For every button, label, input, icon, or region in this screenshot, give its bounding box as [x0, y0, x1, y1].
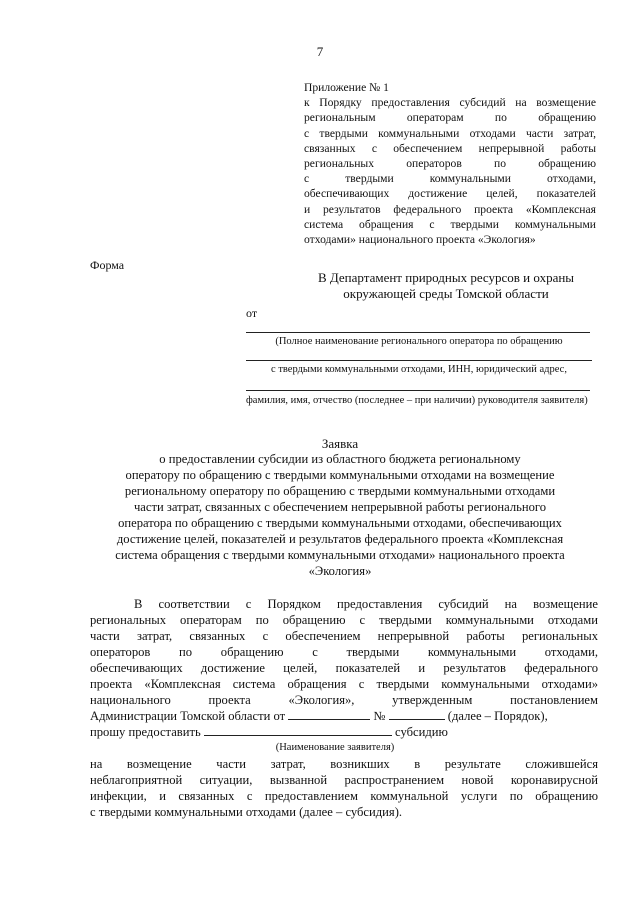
appendix-line: Приложение № 1 [304, 81, 389, 94]
subtitle-line: «Экология» [308, 564, 372, 578]
body-line-admin [90, 708, 598, 724]
appendix-line: и результатов федерального проекта «Комплексная [304, 202, 596, 216]
document-title: Заявка [321, 436, 359, 451]
request-prefix: прошу предоставить [90, 725, 201, 739]
applicant-name-caption: (Наименование заявителя) [275, 742, 395, 753]
admin-suffix: (далее – Порядок), [447, 709, 548, 723]
subtitle-line: части затрат, связанных с обеспечением непрерывной работы регионального [133, 500, 547, 514]
appendix-block [304, 80, 596, 247]
form-label: Форма [90, 258, 125, 272]
applicant-name-line[interactable] [246, 332, 590, 333]
body-line: проекта «Комплексная система обращения с твердыми коммунальными отходами» [90, 677, 598, 691]
subtitle-line: достижение целей, показателей и результатов федерального проекта «Комплексная [116, 532, 564, 546]
appendix-line: связанных с обеспечением непрерывной работы [304, 141, 596, 155]
appendix-line: система обращения с твердыми коммунальными [304, 217, 596, 231]
appendix-line: отходами» национального проекта «Экология» [304, 233, 536, 247]
applicant-caption: (Полное наименование регионального оператора по обращению [275, 336, 563, 347]
body-line: инфекции, и связанных с предоставлением коммунальной услуги по обращению [90, 789, 598, 803]
number-blank[interactable] [389, 708, 445, 720]
appendix-line: обеспечивающих достижение целей, показателей [304, 187, 596, 201]
subtitle-line: оператора по обращению с твердыми коммунальными отходами, обеспечивающих [118, 516, 562, 530]
body-line: национального проекта «Экология», утвержденным постановлением [90, 693, 598, 707]
applicant-details-line[interactable] [246, 360, 592, 361]
number-sign: № [373, 709, 386, 723]
body-line-request [90, 724, 598, 740]
recipient-line: В Департамент природных ресурсов и охраны [317, 270, 575, 285]
subtitle-line: о предоставлении субсидии из областного бюджета региональному [159, 452, 521, 466]
appendix-line: с твердыми коммунальными отходами, [304, 172, 596, 186]
body-line: на возмещение части затрат, возникших в результате сложившейся [90, 757, 598, 771]
applicant-caption: фамилия, имя, отчество (последнее – при наличии) руководителя заявителя) [246, 395, 588, 406]
body-paragraph [90, 596, 598, 740]
recipient-line: окружающей среды Томской области [343, 286, 549, 301]
subtitle-line: региональному оператору по обращению с твердыми коммунальными отходами [124, 484, 556, 498]
admin-prefix: Администрации Томской области от [90, 709, 286, 723]
applicant-caption: с твердыми коммунальными отходами, ИНН, юридический адрес, [271, 364, 567, 375]
from-label: от [246, 306, 258, 320]
body-line: региональных операторам по обращению с твердыми коммунальными отходами [90, 613, 598, 627]
appendix-line: региональным операторам по обращению [304, 111, 596, 125]
body-line: неблагоприятной ситуации, вызванной распространением новой коронавирусной [90, 773, 598, 787]
applicant-head-line[interactable] [246, 390, 590, 391]
document-subtitle [92, 451, 588, 579]
subtitle-line: система обращения с твердыми коммунальными отходами» национального проекта [115, 548, 565, 562]
recipient-block [290, 270, 602, 302]
body-line: части затрат, связанных с обеспечением непрерывной работы региональных [90, 629, 598, 643]
applicant-name-blank[interactable] [204, 724, 392, 736]
page-number: 7 [316, 44, 324, 59]
body-line: обеспечивающих достижение целей, показателей и результатов федерального [90, 661, 598, 675]
subtitle-line: оператору по обращению с твердыми коммунальными отходами на возмещение [125, 468, 555, 482]
appendix-line: к Порядку предоставления субсидий на возмещение [304, 96, 596, 110]
date-blank[interactable] [288, 708, 370, 720]
body-line: операторов по обращению с твердыми коммунальными отходами, [90, 645, 598, 659]
body-tail [90, 756, 598, 820]
body-line: с твердыми коммунальными отходами (далее – субсидия). [90, 805, 403, 819]
appendix-line: региональных операторов по обращению [304, 157, 596, 171]
appendix-line: с твердыми коммунальными отходами части затрат, [304, 126, 596, 140]
body-line: В соответствии с Порядком предоставления субсидий на возмещение [134, 597, 598, 611]
request-suffix: субсидию [395, 725, 448, 739]
